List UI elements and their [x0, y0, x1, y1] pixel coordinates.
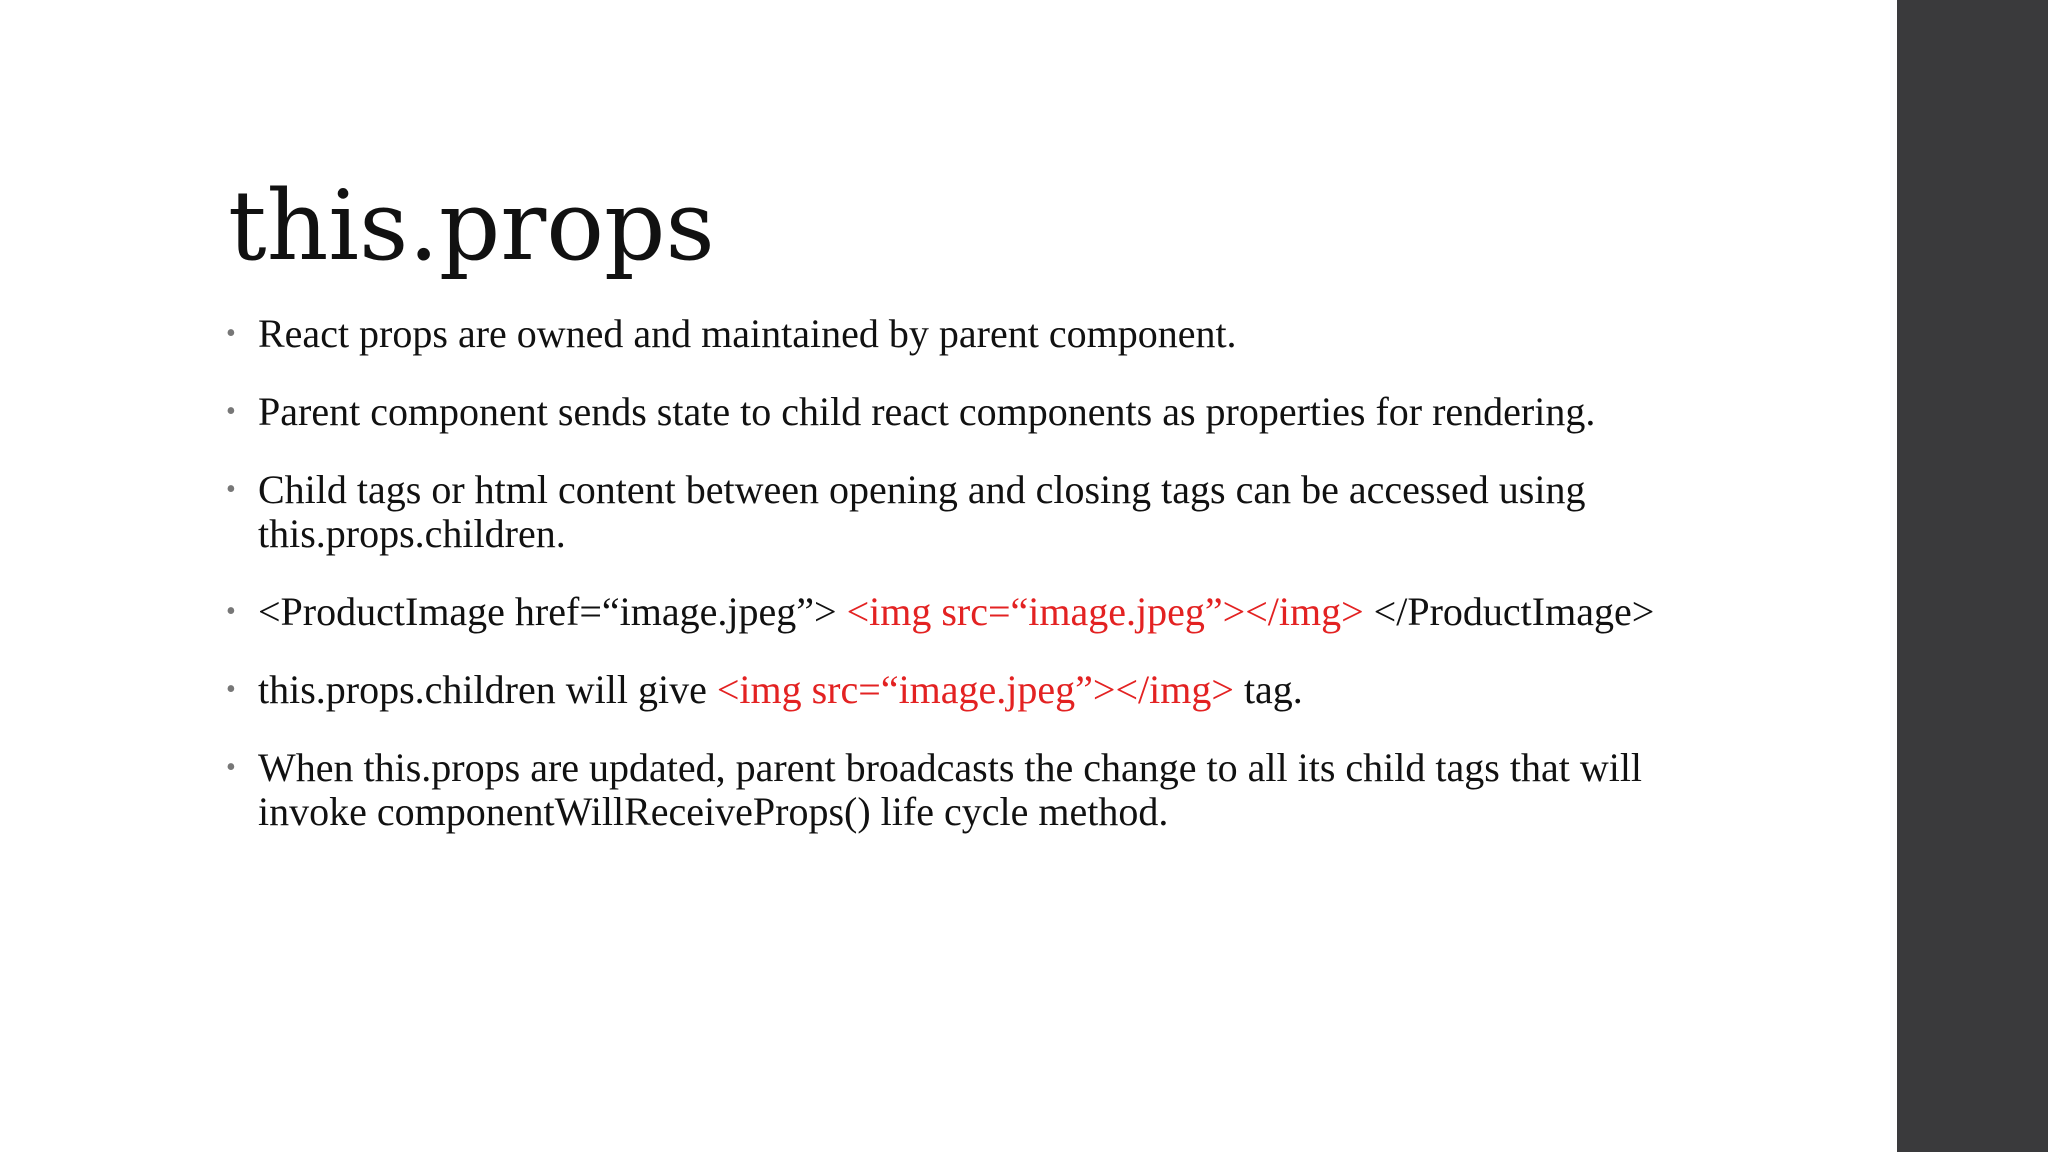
bullet-dot-icon: •: [226, 396, 236, 427]
bullet-item: [220, 468, 1660, 556]
bullet-text-plain: </ProductImage>: [1363, 589, 1655, 634]
bullet-dot-icon: •: [226, 674, 236, 705]
slide-title: this.props: [228, 170, 715, 282]
bullet-item: [220, 746, 1660, 834]
bullet-dot-icon: •: [226, 752, 236, 783]
bullet-list: [220, 312, 1660, 868]
bullet-item: [220, 312, 1660, 356]
code-highlight: <img src=“image.jpeg”></img>: [716, 667, 1234, 712]
bullet-text-plain: this.props.children will give: [258, 667, 717, 712]
bullet-text: When this.props are updated, parent broadcasts the change to all its child tags that will invoke componentWillReceiveProps() life cycle method.: [258, 745, 1643, 834]
bullet-item: [220, 390, 1660, 434]
bullet-dot-icon: •: [226, 318, 236, 349]
sidebar-bar: [1897, 0, 2048, 1152]
bullet-text: Parent component sends state to child react components as properties for rendering.: [258, 389, 1596, 434]
bullet-text: React props are owned and maintained by parent component.: [258, 311, 1237, 356]
bullet-dot-icon: •: [226, 474, 236, 505]
bullet-dot-icon: •: [226, 596, 236, 627]
bullet-text-plain: tag.: [1233, 667, 1303, 712]
bullet-text: Child tags or html content between opening and closing tags can be accessed using this.props.children.: [258, 467, 1586, 556]
bullet-text-plain: <ProductImage href=“image.jpeg”>: [258, 589, 847, 634]
bullet-item: [220, 668, 1660, 712]
bullet-item: [220, 590, 1660, 634]
code-highlight: <img src=“image.jpeg”></img>: [846, 589, 1364, 634]
